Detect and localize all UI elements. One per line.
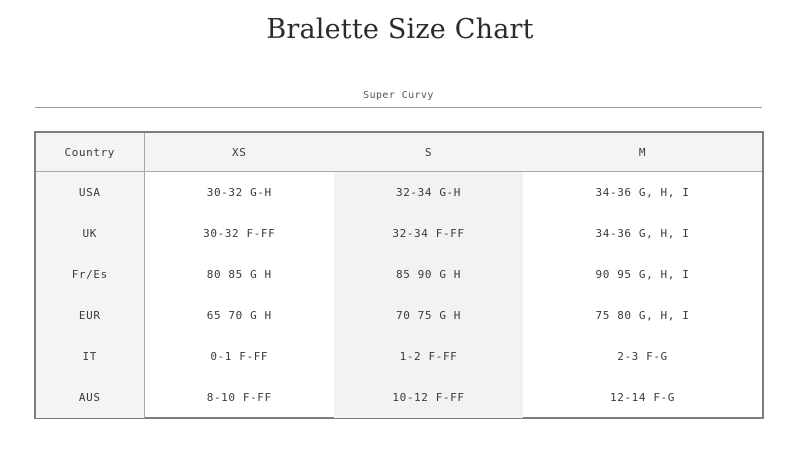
size-cell-m: 34-36 G, H, I [595,186,690,199]
size-cell-m: 12-14 F-G [609,391,675,404]
country-cell: IT [36,336,144,377]
size-cell-s: 32-34 F-FF [334,213,523,254]
page-title: Bralette Size Chart [266,14,534,45]
table-row [36,254,762,295]
size-cell-xs: 30-32 F-FF [203,227,276,240]
size-cell-s: 85 90 G H [334,254,523,295]
size-cell-xs: 65 70 G H [206,309,272,322]
table-row [36,172,762,214]
size-cell-m: 90 95 G, H, I [595,268,690,281]
size-cell-xs: 0-1 F-FF [210,350,269,363]
table-row [36,377,762,418]
size-cell-m: 75 80 G, H, I [595,309,690,322]
size-cell-xs: 8-10 F-FF [206,391,272,404]
country-cell: AUS [36,377,144,418]
section-divider [35,107,762,108]
size-cell-s: 70 75 G H [334,295,523,336]
table-header-row [36,133,762,172]
size-chart-table [36,133,762,418]
table-row [36,295,762,336]
country-cell: USA [36,172,144,214]
size-cell-s: 32-34 G-H [334,172,523,214]
column-header-s: S [334,133,523,172]
country-cell: Fr/Es [36,254,144,295]
size-cell-s: 1-2 F-FF [334,336,523,377]
size-cell-xs: 30-32 G-H [206,186,272,199]
size-chart-table-container [34,131,764,419]
size-cell-m: 34-36 G, H, I [595,227,690,240]
country-cell: UK [36,213,144,254]
section-label: Super Curvy [363,90,434,101]
size-cell-xs: 80 85 G H [206,268,272,281]
country-cell: EUR [36,295,144,336]
column-header-m: M [523,133,762,172]
size-cell-m: 2-3 F-G [617,350,668,363]
column-header-country: Country [36,133,144,172]
table-row [36,213,762,254]
table-row [36,336,762,377]
column-header-xs: XS [144,133,334,172]
size-cell-s: 10-12 F-FF [334,377,523,418]
